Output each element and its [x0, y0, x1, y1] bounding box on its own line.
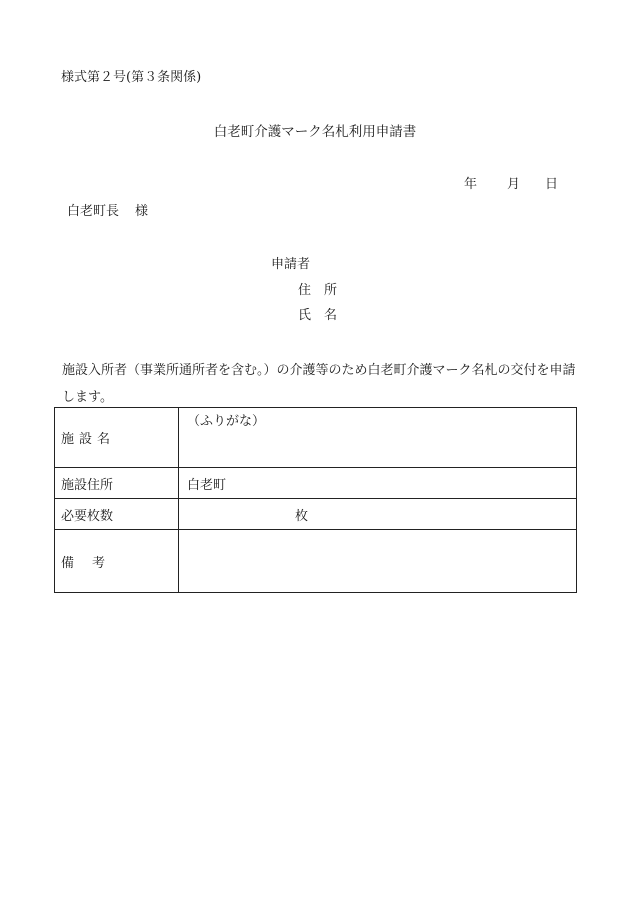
- table-row-facility-address: [55, 468, 577, 499]
- facility-name-label-cell: [55, 408, 179, 468]
- document-title: 白老町介護マーク名札利用申請書: [213, 124, 417, 140]
- applicant-name-label: 氏名: [298, 308, 351, 323]
- facility-address-value: 白老町: [187, 477, 227, 493]
- addressee-honorific: 様: [135, 204, 149, 219]
- required-count-field[interactable]: [179, 499, 577, 530]
- facility-name-field[interactable]: [179, 408, 577, 468]
- remarks-label: 備考: [61, 555, 124, 571]
- table-row-required-count: [55, 499, 577, 530]
- table-row-facility-name: [55, 408, 577, 468]
- addressee: [67, 204, 148, 220]
- table-row-remarks: [55, 530, 577, 593]
- facility-name-label: 施設名: [61, 432, 116, 447]
- required-count-label-cell: [55, 499, 179, 530]
- facility-address-label: 施設住所: [61, 477, 114, 493]
- furigana-hint: （ふりがな）: [187, 413, 266, 429]
- required-count-label: 必要枚数: [61, 508, 114, 524]
- application-statement: 施設入所者（事業所通所者を含む。）の介護等のため白老町介護マーク名札の交付を申請します。: [62, 363, 576, 405]
- count-unit: 枚: [295, 508, 309, 524]
- date-day-label: 日: [545, 177, 559, 192]
- applicant-address-label: 住所: [298, 283, 351, 298]
- addressee-name: 白老町長: [67, 204, 120, 219]
- facility-address-label-cell: [55, 468, 179, 499]
- application-table: [54, 407, 577, 593]
- date-year-label: 年: [464, 177, 478, 192]
- remarks-field[interactable]: [179, 530, 577, 593]
- applicant-label: 申請者: [271, 257, 311, 272]
- date-month-label: 月: [507, 177, 521, 192]
- facility-address-field[interactable]: [179, 468, 577, 499]
- remarks-label-cell: [55, 530, 179, 593]
- form-number: 様式第２号(第３条関係): [61, 70, 202, 85]
